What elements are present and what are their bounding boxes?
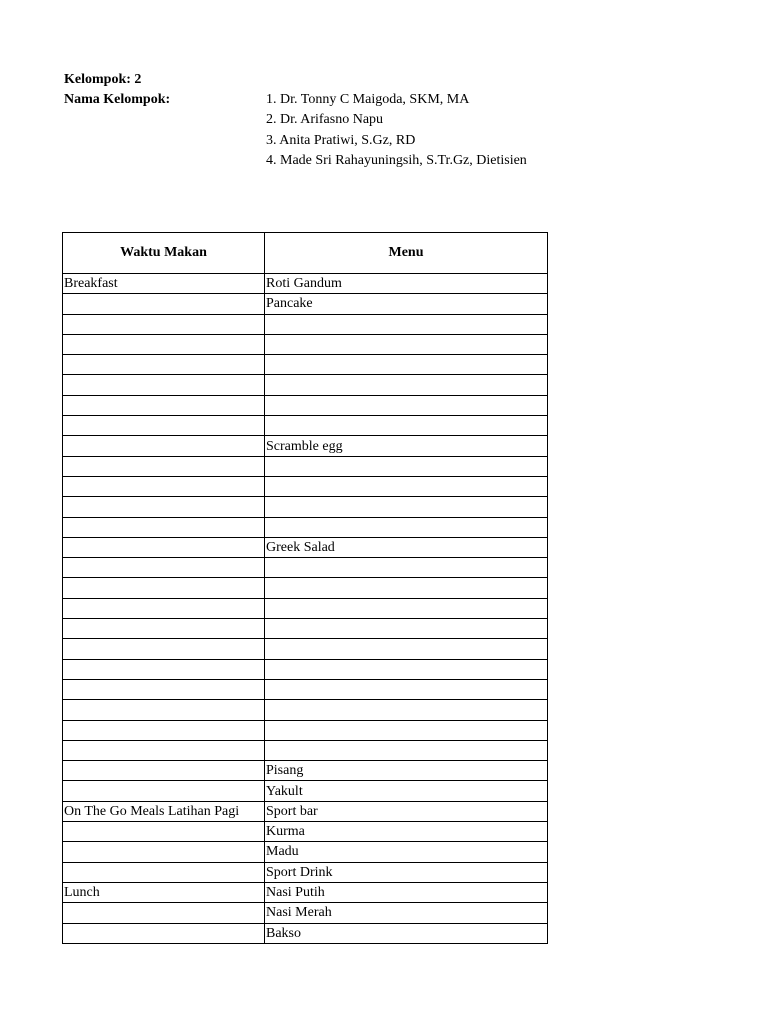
table-row [63,334,548,354]
menu-cell [265,334,548,354]
menu-cell [265,558,548,578]
waktu-makan-cell [63,679,265,699]
waktu-makan-cell [63,436,265,456]
waktu-makan-cell [63,842,265,862]
menu-cell [265,598,548,618]
menu-cell: Scramble egg [265,436,548,456]
table-row [63,761,548,781]
waktu-makan-cell [63,619,265,639]
menu-cell [265,578,548,598]
waktu-makan-cell [63,476,265,496]
table-row [63,679,548,699]
table-row [63,558,548,578]
menu-cell: Yakult [265,781,548,801]
menu-cell [265,395,548,415]
table-row [63,355,548,375]
table-row [63,274,548,294]
menu-cell [265,314,548,334]
table-row [63,781,548,801]
menu-cell [265,720,548,740]
waktu-makan-cell [63,355,265,375]
menu-cell: Greek Salad [265,537,548,557]
waktu-makan-cell [63,761,265,781]
waktu-makan-cell: Lunch [63,882,265,902]
waktu-makan-cell [63,740,265,760]
menu-cell [265,639,548,659]
table-row [63,801,548,821]
table-row [63,497,548,517]
table-row [63,923,548,943]
waktu-makan-cell [63,456,265,476]
waktu-makan-cell [63,294,265,314]
menu-cell: Madu [265,842,548,862]
table-row [63,314,548,334]
waktu-makan-cell [63,578,265,598]
table-row [63,416,548,436]
menu-cell [265,456,548,476]
table-row [63,842,548,862]
waktu-makan-cell: Breakfast [63,274,265,294]
table-row [63,740,548,760]
menu-cell: Roti Gandum [265,274,548,294]
member-item: 1. Dr. Tonny C Maigoda, SKM, MA [266,92,470,107]
menu-cell: Sport Drink [265,862,548,882]
menu-cell [265,476,548,496]
group-number: Kelompok: 2 [64,72,142,87]
member-item: 2. Dr. Arifasno Napu [266,112,384,128]
menu-cell [265,659,548,679]
table-row [63,537,548,557]
table-row [63,395,548,415]
menu-cell [265,517,548,537]
waktu-makan-cell [63,720,265,740]
menu-cell [265,700,548,720]
table-row [63,903,548,923]
header-menu: Menu [265,233,548,274]
waktu-makan-cell [63,781,265,801]
waktu-makan-cell [63,639,265,659]
table-row [63,639,548,659]
table-row [63,375,548,395]
waktu-makan-cell [63,659,265,679]
waktu-makan-cell [63,497,265,517]
member-item: 3. Anita Pratiwi, S.Gz, RD [266,132,416,148]
waktu-makan-cell [63,537,265,557]
waktu-makan-cell: On The Go Meals Latihan Pagi [63,801,265,821]
menu-cell [265,619,548,639]
table-row [63,882,548,902]
waktu-makan-cell [63,822,265,842]
table-row [63,862,548,882]
menu-cell [265,497,548,517]
waktu-makan-cell [63,862,265,882]
table-row [63,476,548,496]
waktu-makan-cell [63,598,265,618]
table-row [63,659,548,679]
waktu-makan-cell [63,923,265,943]
table-row [63,700,548,720]
menu-cell: Bakso [265,923,548,943]
waktu-makan-cell [63,517,265,537]
table-row [63,598,548,618]
table-header-row [63,233,548,274]
menu-cell: Sport bar [265,801,548,821]
waktu-makan-cell [63,314,265,334]
table-row [63,294,548,314]
waktu-makan-cell [63,416,265,436]
menu-cell: Pancake [265,294,548,314]
waktu-makan-cell [63,700,265,720]
waktu-makan-cell [63,334,265,354]
members-label: Nama Kelompok: [64,92,171,107]
table-row [63,436,548,456]
menu-cell [265,375,548,395]
waktu-makan-cell [63,558,265,578]
table-row [63,619,548,639]
menu-cell: Kurma [265,822,548,842]
menu-cell [265,355,548,375]
table-row [63,517,548,537]
waktu-makan-cell [63,375,265,395]
menu-table [62,232,548,944]
menu-cell: Pisang [265,761,548,781]
menu-cell: Nasi Putih [265,882,548,902]
waktu-makan-cell [63,903,265,923]
waktu-makan-cell [63,395,265,415]
menu-cell [265,679,548,699]
table-row [63,720,548,740]
menu-cell [265,416,548,436]
table-body [63,274,548,944]
table-row [63,578,548,598]
members-list [266,90,527,171]
menu-cell: Nasi Merah [265,903,548,923]
menu-cell [265,740,548,760]
header-waktu-makan: Waktu Makan [63,233,265,274]
table-row [63,456,548,476]
table-row [63,822,548,842]
member-item: 4. Made Sri Rahayuningsih, S.Tr.Gz, Dietisien [266,152,527,168]
